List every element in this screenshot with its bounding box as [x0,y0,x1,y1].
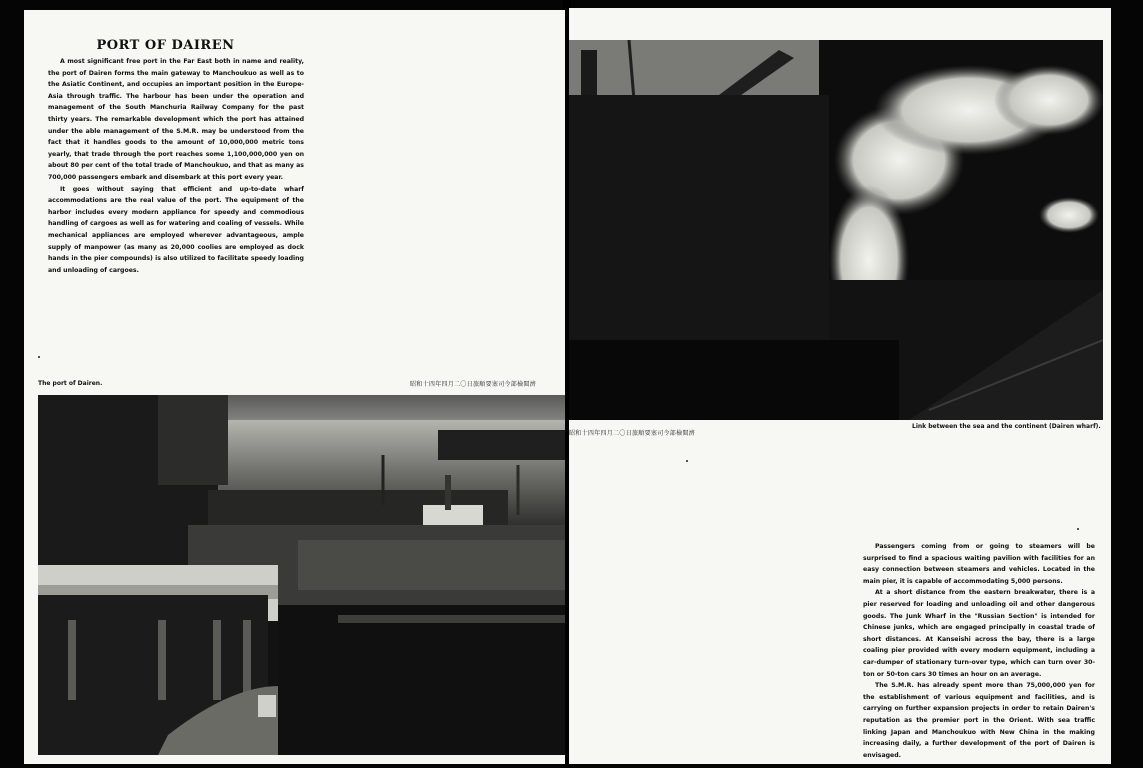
print-speck [1077,528,1079,530]
right-paragraph-3: The S.M.R. has already spent more than 75,000,000 yen for the establishment of various equipment and facilities, and is carrying on further expansion projects in order to retain Dairen's reputation as the premier port in the Orient. With sea traffic linking Japan and Manchoukuo with New China in the making increasing daily, a further development of the port of Dairen is envisaged. [863,682,1095,759]
left-paragraph-1: A most significant free port in the Far East both in name and reality, the port of Dairen forms the main gateway to Manchoukuo as well as to the Asiatic Continent, and occupies an important position in the Europe-Asia through traffic. The harbour has been under the operation and management of the South Manchuria Railway Company for the past thirty years. The remarkable development which the port has attained under the able management of the S.M.R. may be understood from the fact that it handles goods to the amount of 10,000,000 metric tons yearly, that trade through the port reaches some 1,100,000,000 yen on about 80 per cent of the total trade of Manchoukuo, and that as many as 700,000 passengers embark and disembark at this port every year. [48,58,304,181]
harbor-photo-caption: The port of Dairen. [38,380,103,387]
wharf-photo-graphic [569,40,1103,420]
right-paragraph-1: Passengers coming from or going to steamers will be surprised to find a spacious waiting pavilion with facilities for an easy connection between steamers and vehicles. Located in the main pier, it is capable of accommodating 5,000 persons. [863,543,1095,585]
right-paragraph-2: At a short distance from the eastern breakwater, there is a pier reserved for loading and unloading oil and other dangerous goods. The Junk Wharf in the "Russian Section" is intended for Chinese junks, which are engaged principally in coastal trade of short distances. At Kanseishi across the bay, there is a large coaling pier provided with every modern equipment, including a car-dumper of stationary turn-over type, which can turn over 30-ton or 50-ton cars 30 times an hour on an average. [863,589,1095,678]
right-page [569,8,1111,764]
dairen-wharf-photo [569,40,1103,420]
left-article-text [48,56,304,276]
page-title: PORT OF DAIREN [96,38,235,53]
left-censorship-note: 昭和十四年四月二〇日旅順要塞司令部檢閲濟 [410,381,537,388]
right-censorship-note: 昭和十四年四月二〇日旅順要塞司令部檢閲濟 [569,430,696,437]
print-speck [38,356,40,358]
print-speck [686,460,688,462]
left-page [24,10,565,764]
right-article-text [863,541,1095,761]
left-paragraph-2: It goes without saying that efficient and up-to-date wharf accommodations are the real value of the port. The equipment of the harbor includes every modern appliance for speedy and commodious handling of cargoes as well as for watering and coaling of vessels. While mechanical appliances are employed wherever advantageous, ample supply of manpower (as many as 20,000 coolies are employed as dock hands in the pier compounds) is also utilized to facilitate speedy loading and unloading of cargoes. [48,185,304,274]
port-of-dairen-photo [38,395,565,755]
wharf-photo-caption: Link between the sea and the continent (Dairen wharf). [912,423,1101,430]
harbor-photo-graphic [38,395,565,755]
